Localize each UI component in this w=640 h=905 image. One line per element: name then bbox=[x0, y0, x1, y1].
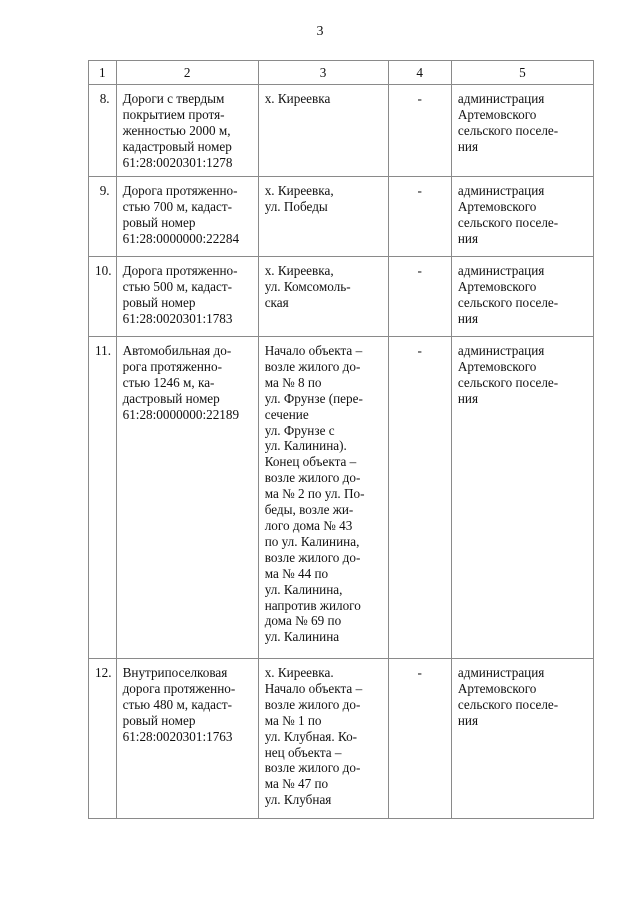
location-cell-line: ма № 2 по ул. По- bbox=[264, 486, 365, 502]
location-cell-line: ма № 1 по bbox=[264, 712, 322, 728]
row-number: 12. bbox=[89, 659, 117, 819]
location-cell-line: ул. Комсомоль- bbox=[264, 278, 351, 294]
location-cell-line: Начало объекта – bbox=[264, 680, 363, 696]
location-cell-line: х. Киреевка. bbox=[264, 665, 334, 680]
owner-cell-line: ния bbox=[457, 310, 479, 326]
header-row bbox=[89, 61, 594, 85]
owner-cell-line: администрация bbox=[457, 665, 545, 680]
owner-cell-line: сельского поселе- bbox=[457, 374, 559, 390]
object-name-cell bbox=[116, 659, 258, 819]
col4-cell: - bbox=[388, 85, 451, 177]
row-number: 8. bbox=[89, 85, 117, 177]
owner-cell-line: ния bbox=[457, 390, 479, 406]
location-cell bbox=[258, 337, 388, 659]
object-name-cell-line: Дороги с твердым bbox=[122, 91, 225, 106]
object-name-cell-line: ровый номер bbox=[122, 294, 196, 310]
location-cell-line: ма № 44 по bbox=[264, 565, 329, 581]
object-name-cell-line: 61:28:0000000:22284 bbox=[122, 230, 240, 246]
object-name-cell bbox=[116, 257, 258, 337]
location-cell-line: возле жилого до- bbox=[264, 696, 361, 712]
owner-cell-line: сельского поселе- bbox=[457, 122, 559, 138]
header-col-3: 3 bbox=[258, 61, 388, 85]
location-cell-line: ская bbox=[264, 294, 289, 310]
row-number: 11. bbox=[89, 337, 117, 659]
location-cell-line: ма № 8 по bbox=[264, 374, 322, 390]
location-cell-line: ма № 47 по bbox=[264, 776, 329, 792]
location-cell-line: х. Киреевка, bbox=[264, 263, 334, 278]
object-name-cell-line: 61:28:0020301:1278 bbox=[122, 154, 233, 170]
object-name-cell-line: дорога протяженно- bbox=[122, 680, 236, 696]
object-name-cell-line: 61:28:0020301:1783 bbox=[122, 310, 233, 326]
owner-cell-line: Артемовского bbox=[457, 358, 537, 374]
owner-cell-line: Артемовского bbox=[457, 106, 537, 122]
location-cell-line: ул. Клубная bbox=[264, 792, 332, 808]
owner-cell-line: администрация bbox=[457, 343, 545, 358]
object-name-cell-line: стью 700 м, кадаст- bbox=[122, 198, 233, 214]
owner-cell-line: администрация bbox=[457, 263, 545, 278]
row-number: 10. bbox=[89, 257, 117, 337]
owner-cell-line: администрация bbox=[457, 91, 545, 106]
table-row bbox=[89, 337, 594, 659]
owner-cell-line: ния bbox=[457, 138, 479, 154]
location-cell-line: Начало объекта – bbox=[264, 343, 363, 358]
object-name-cell-line: ровый номер bbox=[122, 214, 196, 230]
col4-cell: - bbox=[388, 659, 451, 819]
owner-cell-line: Артемовского bbox=[457, 680, 537, 696]
owner-cell-line: администрация bbox=[457, 183, 545, 198]
location-cell-line: дома № 69 по bbox=[264, 613, 342, 629]
col4-cell: - bbox=[388, 257, 451, 337]
object-name-cell-line: стью 480 м, кадаст- bbox=[122, 696, 233, 712]
header-col-1: 1 bbox=[89, 61, 117, 85]
owner-cell-line: ния bbox=[457, 712, 479, 728]
table-row bbox=[89, 659, 594, 819]
location-cell-line: ул. Фрунзе (пере- bbox=[264, 390, 363, 406]
object-name-cell-line: 61:28:0000000:22189 bbox=[122, 406, 240, 422]
location-cell-line: нец объекта – bbox=[264, 744, 342, 760]
location-cell-line: возле жилого до- bbox=[264, 470, 361, 486]
owner-cell bbox=[451, 85, 593, 177]
location-cell-line: Конец объекта – bbox=[264, 454, 357, 470]
col4-cell: - bbox=[388, 337, 451, 659]
header-col-5: 5 bbox=[451, 61, 593, 85]
col4-cell: - bbox=[388, 177, 451, 257]
location-cell-line: х. Киреевка bbox=[264, 91, 331, 106]
object-name-cell bbox=[116, 177, 258, 257]
location-cell-line: ул. Калинина). bbox=[264, 438, 347, 454]
object-name-cell-line: Дорога протяженно- bbox=[122, 263, 238, 278]
object-name-cell-line: Автомобильная до- bbox=[122, 343, 232, 358]
object-name-cell-line: кадастровый номер bbox=[122, 138, 232, 154]
table-body bbox=[89, 85, 594, 819]
owner-cell-line: Артемовского bbox=[457, 198, 537, 214]
location-cell-line: ул. Клубная. Ко- bbox=[264, 728, 358, 744]
object-name-cell bbox=[116, 337, 258, 659]
table-row bbox=[89, 85, 594, 177]
location-cell-line: возле жилого до- bbox=[264, 760, 361, 776]
object-name-cell-line: дастровый номер bbox=[122, 390, 220, 406]
owner-cell bbox=[451, 177, 593, 257]
owner-cell bbox=[451, 337, 593, 659]
owner-cell bbox=[451, 659, 593, 819]
location-cell bbox=[258, 85, 388, 177]
owner-cell-line: ния bbox=[457, 230, 479, 246]
location-cell-line: сечение bbox=[264, 406, 309, 422]
location-cell-line: ул. Калинина bbox=[264, 629, 340, 645]
object-name-cell-line: рога протяженно- bbox=[122, 358, 222, 374]
object-name-cell-line: женностью 2000 м, bbox=[122, 122, 231, 138]
header-col-2: 2 bbox=[116, 61, 258, 85]
table-row bbox=[89, 257, 594, 337]
location-cell-line: ул. Калинина, bbox=[264, 581, 343, 597]
location-cell-line: напротив жилого bbox=[264, 597, 361, 613]
location-cell bbox=[258, 257, 388, 337]
location-cell bbox=[258, 177, 388, 257]
object-name-cell-line: 61:28:0020301:1763 bbox=[122, 728, 233, 744]
row-number: 9. bbox=[89, 177, 117, 257]
location-cell-line: х. Киреевка, bbox=[264, 183, 334, 198]
header-col-4: 4 bbox=[388, 61, 451, 85]
table-row bbox=[89, 177, 594, 257]
owner-cell bbox=[451, 257, 593, 337]
location-cell-line: беды, возле жи- bbox=[264, 502, 354, 518]
location-cell-line: ул. Фрунзе с bbox=[264, 422, 335, 438]
object-name-cell-line: Внутрипоселковая bbox=[122, 665, 228, 680]
owner-cell-line: сельского поселе- bbox=[457, 294, 559, 310]
page-number: 3 bbox=[316, 24, 324, 39]
location-cell bbox=[258, 659, 388, 819]
location-cell-line: по ул. Калинина, bbox=[264, 533, 360, 549]
object-name-cell bbox=[116, 85, 258, 177]
object-name-cell-line: ровый номер bbox=[122, 712, 196, 728]
object-name-cell-line: покрытием протя- bbox=[122, 106, 225, 122]
object-name-cell-line: стью 1246 м, ка- bbox=[122, 374, 215, 390]
register-table bbox=[88, 60, 594, 819]
location-cell-line: лого дома № 43 bbox=[264, 517, 353, 533]
location-cell-line: ул. Победы bbox=[264, 198, 328, 214]
object-name-cell-line: стью 500 м, кадаст- bbox=[122, 278, 233, 294]
location-cell-line: возле жилого до- bbox=[264, 358, 361, 374]
owner-cell-line: Артемовского bbox=[457, 278, 537, 294]
location-cell-line: возле жилого до- bbox=[264, 549, 361, 565]
owner-cell-line: сельского поселе- bbox=[457, 696, 559, 712]
owner-cell-line: сельского поселе- bbox=[457, 214, 559, 230]
object-name-cell-line: Дорога протяженно- bbox=[122, 183, 238, 198]
